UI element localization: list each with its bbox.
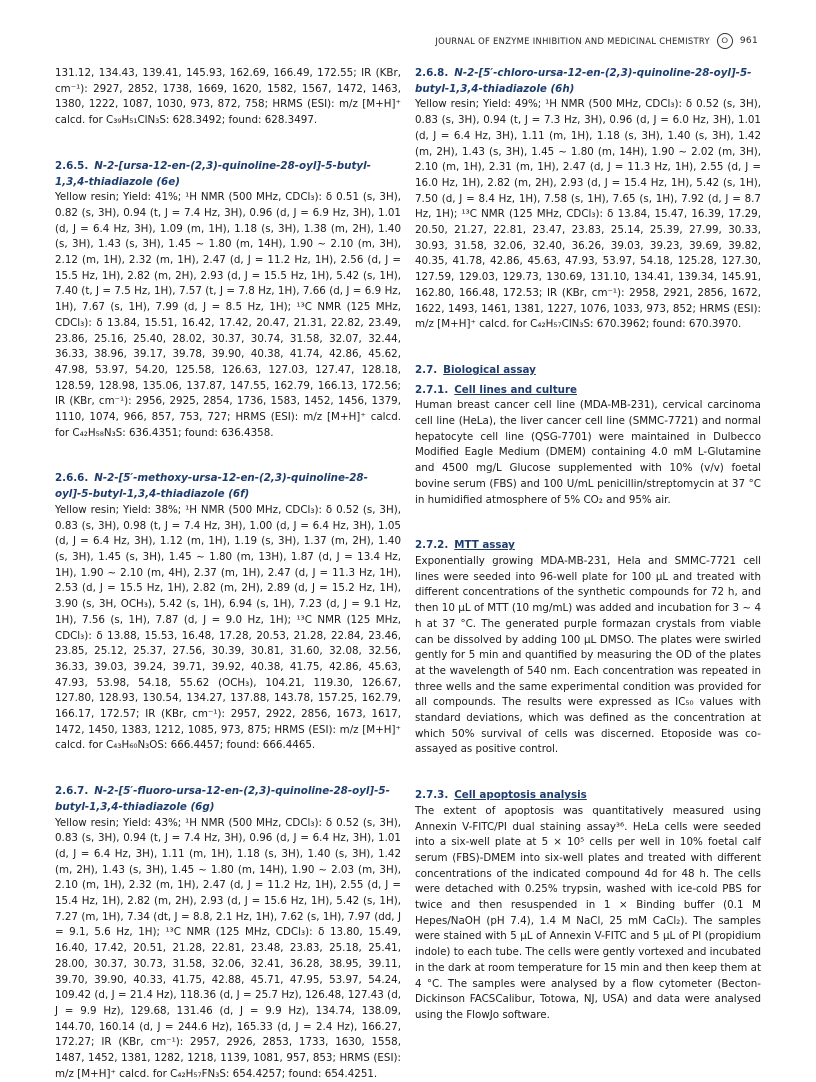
section-title: Cell lines and culture	[454, 383, 578, 396]
section-body: Yellow resin; Yield: 38%; ¹H NMR (500 MHz, CDCl₃): δ 0.52 (s, 3H), 0.83 (s, 3H), 0.98 (t, J = 7.4 Hz, 3H), 1.00 (d, J = 6.4 Hz, 3H), 1.05 (d, J = 6.4 Hz, 3H), 1.12 (m, 1H), 1.19 (s, 3H), 1.37 (m, 2H), 1.40 (s, 3H), 1.45 (s, 3H), 1.45 ~ 1.80 (m, 13H), 1.87 (d, J = 13.4 Hz, 1H), 1.90 ~ 2.10 (m, 4H), 2.37 (m, 1H), 2.47 (d, J = 11.3 Hz, 1H), 2.53 (d, J = 15.5 Hz, 1H), 2.82 (m, 2H), 2.89 (d, J = 15.2 Hz, 1H), 3.90 (s, 3H, OCH₃), 5.42 (s, 1H), 6.94 (s, 1H), 7.23 (d, J = 9.1 Hz, 1H), 7.56 (s, 1H), 7.87 (d, J = 9.0 Hz, 1H); ¹³C NMR (125 MHz, CDCl₃): δ 13.88, 15.53, 16.48, 17.28, 20.53, 21.28, 22.84, 23.46, 23.85, 25.12, 25.37, 27.56, 30.39, 30.81, 31.60, 32.08, 32.56, 36.33, 39.03, 39.24, 39.71, 39.92, 40.38, 41.75, 42.86, 45.63, 47.93, 53.98, 54.18, 55.62 (OCH₃), 104.21, 119.30, 126.67, 127.80, 128.93, 130.54, 134.27, 137.88, 143.78, 157.25, 162.79, 166.17, 172.57; IR (KBr, cm⁻¹): 2957, 2922, 2856, 1673, 1617, 1472, 1450, 1383, 1212, 1085, 973, 875; HRMS (ESI): m/z [M+H]⁺ calcd. for C₄₃H₆₀N₃OS: 666.4457; found: 666.4465.	[55, 503, 401, 752]
section-body: The extent of apoptosis was quantitatively measured using Annexin V-FITC/PI dual staining assay³⁶. HeLa cells were seeded into a six-well plate at 5 × 10⁵ cells per well in 10% foetal calf serum (FBS)-DMEM into six-well plates and treated with different concentrations of the indicated compound 4d for 48 h. The cells were detached with 0.25% trypsin, washed with ice-cold PBS for twice and then resuspended in 1 × Binding buffer (0.1 M Hepes/NaOH (pH 7.4), 1.4 M NaCl, 25 mM CaCl₂). The samples were stained with 5 μL of Annexin V-FITC and 5 μL of PI (propidium indole) to each tube. The cells were gently vortexed and incubated in the dark at room temperature for 15 min and then keep them at 4 °C. The samples were analysed by a flow cytometer (Becton-Dickinson FACSCalibur, Totowa, NJ, USA) and data were analysed using the FlowJo software.	[415, 804, 761, 1021]
left-column	[55, 66, 401, 1082]
section-body: Yellow resin; Yield: 43%; ¹H NMR (500 MHz, CDCl₃): δ 0.52 (s, 3H), 0.83 (s, 3H), 0.94 (t, J = 7.4 Hz, 3H), 0.96 (d, J = 6.4 Hz, 3H), 1.01 (d, J = 6.4 Hz, 3H), 1.11 (m, 1H), 1.18 (s, 3H), 1.40 (s, 3H), 1.42 (m, 2H), 1.43 (s, 3H), 1.45 ~ 1.80 (m, 14H), 1.90 ~ 2.03 (m, 3H), 2.10 (m, 1H), 2.32 (m, 1H), 2.47 (d, J = 11.2 Hz, 1H), 2.55 (d, J = 15.4 Hz, 1H), 2.82 (m, 2H), 2.93 (d, J = 15.6 Hz, 1H), 5.42 (s, 1H), 7.27 (m, 1H), 7.34 (dt, J = 8.8, 2.1 Hz, 1H), 7.62 (s, 1H), 7.97 (dd, J = 9.1, 5.6 Hz, 1H); ¹³C NMR (125 MHz, CDCl₃): δ 13.80, 15.49, 16.40, 17.42, 20.51, 21.28, 22.81, 23.48, 23.83, 25.18, 25.41, 28.00, 30.37, 30.73, 31.58, 32.06, 32.41, 36.28, 38.95, 39.11, 39.70, 39.90, 40.33, 41.75, 42.88, 45.71, 47.95, 53.97, 54.24, 109.42 (d, J = 21.4 Hz), 118.36 (d, J = 25.7 Hz), 126.48, 127.43 (d, J = 9.9 Hz), 129.68, 131.46 (d, J = 9.9 Hz), 134.74, 138.09, 144.70, 160.14 (d, J = 244.6 Hz), 165.33 (d, J = 2.4 Hz), 166.27, 172.27; IR (KBr, cm⁻¹): 2957, 2926, 2853, 1733, 1630, 1558, 1487, 1452, 1381, 1282, 1218, 1139, 1081, 957, 853; HRMS (ESI): m/z [M+H]⁺ calcd. for C₄₂H₅₇FN₃S: 654.4257; found: 654.4251.	[55, 816, 401, 1080]
section-heading-2-6-6	[55, 471, 401, 502]
journal-logo-icon: ⭘	[717, 33, 733, 49]
section-body: Exponentially growing MDA-MB-231, Hela and SMMC-7721 cell lines were seeded into 96-well plate for 100 μL and treated with different concentrations of the synthetic compounds for 72 h, and then 10 μL of MTT (10 mg/mL) was added and incubation for 3 ~ 4 h at 37 °C. The generated purple formazan crystals from viable can be dissolved by adding 100 μL DMSO. The plates were swirled gently for 5 min and quantified by measuring the OD of the plates at the wavelength of 540 nm. Each concentration was repeated in three wells and the same experimental condition was provided for all compounds. The results were expressed as IC₅₀ values with standard deviations, which was defined as the concentration at which 50% survival of cells was discerned. Etoposide was co-assayed as positive control.	[415, 554, 761, 756]
section-title: Biological assay	[443, 363, 536, 376]
section-number: 2.7.2.	[415, 539, 449, 552]
section-heading-2-6-8	[415, 66, 761, 97]
section-title: N-2-[5′-chloro-ursa-12-en-(2,3)-quinoline-28-oyl]-5-butyl-1,3,4-thiadiazole (6h)	[415, 67, 752, 95]
section-number: 2.7.3.	[415, 789, 449, 802]
section-title: N-2-[5′-fluoro-ursa-12-en-(2,3)-quinoline-28-oyl]-5-butyl-1,3,4-thiadiazole (6g)	[55, 785, 390, 813]
section-heading-2-7-1	[415, 383, 761, 399]
section-title: MTT assay	[454, 539, 515, 552]
section-heading-2-7-2	[415, 538, 761, 554]
section-heading-2-7-3	[415, 788, 761, 804]
section-body: Human breast cancer cell line (MDA-MB-231), cervical carcinoma cell line (HeLa), the liver cancer cell line (SMMC-7721) and normal hepatocyte cell line (QSG-7701) were maintained in Dulbecco Modified Eagle Medium (DMEM) containing 4.0 mM L-Glutamine and 4500 mg/L Glucose supplemented with 10% (v/v) foetal bovine serum (FBS) and 100 U/mL penicillin/streptomycin at 37 °C in humidified atmosphere of 5% CO₂ and 95% air.	[415, 399, 761, 506]
section-title: N-2-[ursa-12-en-(2,3)-quinoline-28-oyl]-5-butyl-1,3,4-thiadiazole (6e)	[55, 159, 371, 188]
section-number: 2.6.8.	[415, 67, 449, 79]
right-column	[415, 66, 761, 1024]
section-title: Cell apoptosis analysis	[454, 789, 587, 802]
section-heading-2-7	[415, 363, 761, 379]
section-body: Yellow resin; Yield: 49%; ¹H NMR (500 MHz, CDCl₃): δ 0.52 (s, 3H), 0.83 (s, 3H), 0.94 (t, J = 7.3 Hz, 3H), 0.96 (d, J = 6.0 Hz, 3H), 1.01 (d, J = 6.4 Hz, 3H), 1.11 (m, 1H), 1.18 (s, 3H), 1.40 (s, 3H), 1.42 (m, 2H), 1.43 (s, 3H), 1.45 ~ 1.80 (m, 14H), 1.90 ~ 2.02 (m, 3H), 2.10 (m, 1H), 2.31 (m, 1H), 2.47 (d, J = 11.3 Hz, 1H), 2.55 (d, J = 16.0 Hz, 1H), 2.82 (m, 2H), 2.93 (d, J = 15.4 Hz, 1H), 5.42 (s, 1H), 7.50 (d, J = 8.4 Hz, 1H), 7.58 (s, 1H), 7.65 (s, 1H), 7.92 (d, J = 8.7 Hz, 1H); ¹³C NMR (125 MHz, CDCl₃): δ 13.84, 15.47, 16.39, 17.29, 20.50, 21.27, 22.81, 23.47, 23.83, 25.14, 25.39, 27.99, 30.33, 30.93, 31.58, 32.06, 32.40, 36.26, 39.03, 39.23, 39.69, 39.82, 40.35, 41.78, 42.86, 45.63, 47.93, 53.97, 54.18, 125.28, 127.30, 127.59, 129.03, 129.73, 130.69, 131.10, 134.41, 139.34, 145.91, 162.80, 166.48, 172.53; IR (KBr, cm⁻¹): 2958, 2921, 2856, 1672, 1622, 1493, 1461, 1381, 1227, 1076, 1033, 973, 852; HRMS (ESI): m/z [M+H]⁺ calcd. for C₄₂H₅₇ClN₃S: 670.3962; found: 670.3970.	[415, 98, 761, 331]
section-number: 2.6.5.	[55, 159, 89, 172]
page-number: 961	[739, 36, 758, 46]
section-title: N-2-[5′-methoxy-ursa-12-en-(2,3)-quinoline-28-oyl]-5-butyl-1,3,4-thiadiazole (6f)	[55, 472, 368, 501]
section-body: Yellow resin; Yield: 41%; ¹H NMR (500 MHz, CDCl₃): δ 0.51 (s, 3H), 0.82 (s, 3H), 0.94 (t, J = 7.4 Hz, 3H), 0.96 (d, J = 6.9 Hz, 3H), 1.01 (d, J = 6.4 Hz, 3H), 1.09 (m, 1H), 1.18 (s, 3H), 1.38 (m, 2H), 1.40 (s, 3H), 1.43 (s, 3H), 1.45 ~ 1.80 (m, 14H), 1.90 ~ 2.10 (m, 3H), 2.12 (m, 1H), 2.32 (m, 1H), 2.47 (d, J = 11.2 Hz, 1H), 2.56 (d, J = 15.5 Hz, 1H), 2.82 (m, 2H), 2.93 (d, J = 15.5 Hz, 1H), 5.42 (s, 1H), 7.40 (t, J = 7.5 Hz, 1H), 7.57 (t, J = 7.8 Hz, 1H), 7.66 (d, J = 6.9 Hz, 1H), 7.67 (s, 1H), 7.99 (d, J = 8.5 Hz, 1H); ¹³C NMR (125 MHz, CDCl₃): δ 13.84, 15.51, 16.42, 17.42, 20.47, 21.31, 22.82, 23.49, 23.86, 25.16, 25.40, 28.02, 30.37, 30.74, 31.58, 32.07, 32.44, 36.33, 38.96, 39.17, 39.78, 39.90, 40.38, 41.74, 42.86, 45.62, 47.98, 53.97, 54.20, 125.58, 126.63, 127.03, 127.47, 128.18, 128.59, 128.98, 135.06, 137.87, 147.55, 162.79, 166.13, 172.56; IR (KBr, cm⁻¹): 2956, 2925, 2854, 1736, 1583, 1452, 1456, 1379, 1110, 1074, 966, 857, 753, 727; HRMS (ESI): m/z [M+H]⁺ calcd. for C₄₂H₅₈N₃S: 636.4351; found: 636.4358.	[55, 191, 401, 439]
section-number: 2.6.6.	[55, 472, 89, 485]
continued-paragraph: 131.12, 134.43, 139.41, 145.93, 162.69, 166.49, 172.55; IR (KBr, cm⁻¹): 2927, 2852, 1738, 1669, 1620, 1582, 1567, 1472, 1463, 1380, 1222, 1087, 1030, 973, 872, 758; HRMS (ESI): m/z [M+H]⁺ calcd. for C₃₉H₅₁ClN₃S: 628.3492; found: 628.3497.	[55, 67, 401, 127]
section-number: 2.7.1.	[415, 383, 449, 396]
running-header	[435, 33, 758, 49]
section-number: 2.6.7.	[55, 785, 89, 798]
section-number: 2.7.	[415, 363, 438, 376]
section-heading-2-6-5	[55, 159, 401, 190]
section-heading-2-6-7	[55, 784, 401, 815]
journal-name: JOURNAL OF ENZYME INHIBITION AND MEDICINAL CHEMISTRY	[435, 36, 710, 46]
